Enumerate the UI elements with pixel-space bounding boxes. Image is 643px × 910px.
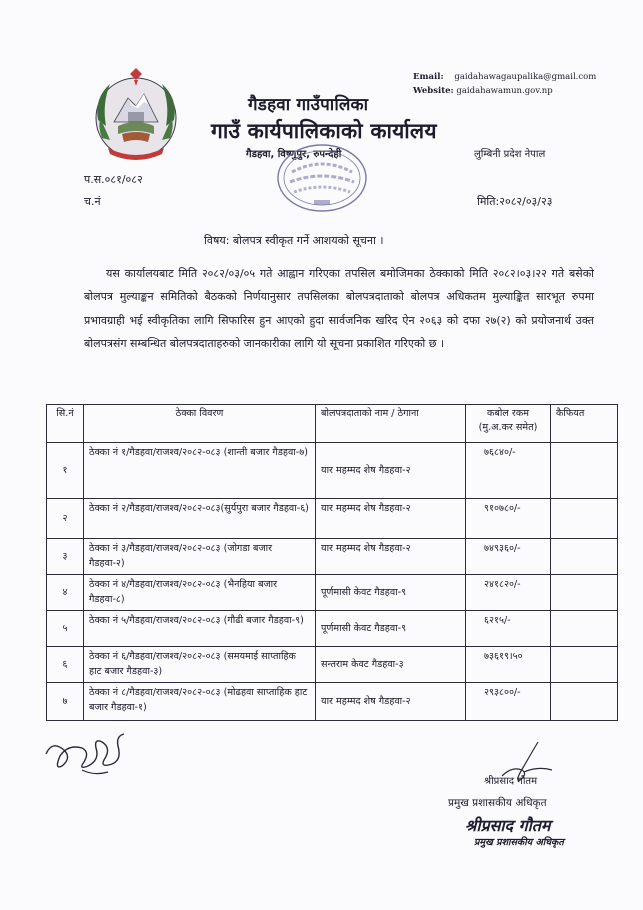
notice-date: मिति:२०८२/०३/२३ [477,195,553,208]
row-remarks [551,443,618,499]
row-amount: ९१०७८०/- [466,499,551,539]
header-contract: ठेक्का विवरण [84,405,316,443]
email-address[interactable]: gaidahawagaupalika@gmail.com [454,72,597,82]
table-row [47,575,618,611]
email-label: Email: [413,72,444,82]
dispatch-number-label: च.नं [84,195,101,208]
row-bidder: सन्तराम केवट गैडहवा-३ [316,647,466,683]
row-remarks [551,539,618,575]
office-name: गाउँ कार्यपालिकाको कार्यालय [211,119,437,143]
row-sn: २ [47,499,84,539]
reference-number: प.स.०८१/०८२ [84,173,143,186]
office-seal-stamp [274,142,370,216]
officer-name: श्रीप्रसाद गौतम [484,776,538,787]
row-sn: १ [47,443,84,499]
handwritten-initial-signature [42,726,134,786]
row-bidder: यार महम्मद शेष गैडहवा-२ [316,443,466,499]
header-remarks: कैफियत [551,405,618,443]
row-contract: ठेक्का नं १/गैडहवा/राजश्व/२०८२-०८३ (शान्ती बजार गैडहवा-७) [84,443,316,499]
notice-body [84,262,594,355]
row-bidder: पूर्णमासी केवट गैडहवा-९ [316,575,466,611]
row-sn: ६ [47,647,84,683]
website-label: Website: [413,86,454,96]
row-amount: ७४९३६०/- [466,539,551,575]
contact-info [413,70,596,98]
row-contract: ठेक्का नं ८/गैडहवा/राजश्व/२०८२-०८३ (मोढहवा साप्ताहिक हाट बजार गैडहवा-१) [84,683,316,721]
row-bidder: यार महम्मद शेष गैडहवा-२ [316,499,466,539]
table-row [47,647,618,683]
notice-body-text: यस कार्यालयबाट मिति २०८२/०३/०५ गते आह्वान गरिएका तपसिल बमोजिमका ठेक्काको मिति २०८२।०३।२२ गते बसेको बोलपत्र मुल्याङ्कन समितिको बैठकको निर्णयानुसार तपसिलका बोलपत्रदाताको बोलपत्र अधिकतम मुल्याङ्कित सारभूत रुपमा प्रभावग्राही भई स्वीकृतिका लागि सिफारिस हुन आएको हुदा सार्वजनिक खरिद ऐन २०६३ को दफा २७(२) को प्रयोजनार्थ उक्त बोलपत्रसंग सम्बन्धित बोलपत्रदाताहरुको जानकारीका लागि यो सूचना प्रकाशित गरिएको छ । [84,267,594,350]
row-remarks [551,575,618,611]
officer-title: प्रमुख प्रशासकीय अधिकृत [448,797,547,809]
officer-name-stamp: श्रीप्रसाद गौतम [465,816,551,835]
province-name: लुम्बिनी प्रदेश नेपाल [474,149,546,160]
table-row [47,443,618,499]
row-contract: ठेक्का नं ६/गैडहवा/राजश्व/२०८२-०८३ (समयमाई साप्ताहिक हाट बजार गैडहवा-३) [84,647,316,683]
nepal-emblem-logo [88,68,184,168]
officer-title-stamp: प्रमुख प्रशासकीय अधिकृत [474,837,564,848]
table-header-row [47,405,618,443]
row-sn: ७ [47,683,84,721]
row-sn: ३ [47,539,84,575]
row-contract: ठेक्का नं ५/गैडहवा/राजश्व/२०८२-०८३ (गौढी बजार गैडहवा-९) [84,611,316,647]
header-sn: सि.नं [47,405,84,443]
website-url[interactable]: gaidahawamun.gov.np [456,86,553,96]
row-remarks [551,611,618,647]
table-row [47,611,618,647]
row-amount: २४१८२०/- [466,575,551,611]
row-amount: ६२१५/- [466,611,551,647]
row-amount: ७६८४०/- [466,443,551,499]
row-sn: ५ [47,611,84,647]
row-remarks [551,647,618,683]
row-bidder: पूर्णमासी केवट गैडहवा-९ [316,611,466,647]
row-remarks [551,499,618,539]
table-row [47,683,618,721]
row-sn: ४ [47,575,84,611]
table-row [47,499,618,539]
row-remarks [551,683,618,721]
row-contract: ठेक्का नं २/गैडहवा/राजश्व/२०८२-०८३(सुर्यपुरा बजार गैडहवा-६) [84,499,316,539]
municipality-name: गैडहवा गाउँपालिका [248,95,369,115]
office-address: गैडहवा, विष्णुपुर, रुपन्देही [246,149,342,160]
row-contract: ठेक्का नं ४/गैडहवा/राजश्व/२०८२-०८३ (भैनहिया बजार गैडहवा-८) [84,575,316,611]
bid-table [46,404,618,721]
row-amount: २९३८००/- [466,683,551,721]
row-contract: ठेक्का नं ३/गैडहवा/राजश्व/२०८२-०८३ (जोगडा बजार गैडहवा-२) [84,539,316,575]
notice-subject: विषय: बोलपत्र स्वीकृत गर्ने आशयको सूचना । [204,234,384,247]
row-amount: ७३६१९।५० [466,647,551,683]
row-bidder: यार महम्मद शेष गैडहवा-२ [316,683,466,721]
table-row [47,539,618,575]
header-bidder: बोलपत्रदाताको नाम / ठेगाना [316,405,466,443]
row-bidder: यार महम्मद शेष गैडहवा-२ [316,539,466,575]
header-amount: कबोल रकम (मु.अ.कर समेत) [466,405,551,443]
